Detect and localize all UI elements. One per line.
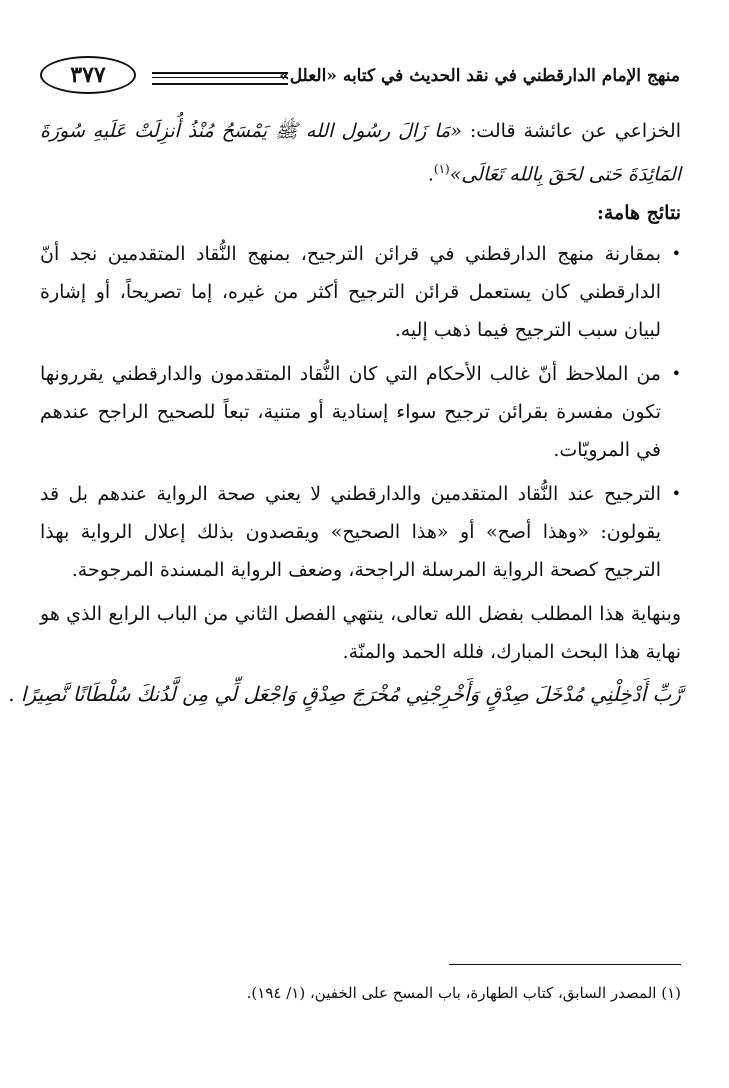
page-header <box>40 56 680 100</box>
bullet-icon: • <box>671 484 681 504</box>
list-item <box>40 355 681 469</box>
hadith-quote: «مَا زَالَ رسُول الله ﷺ يَمْسَحُ مُنْذُ أُنزِلَتْ عَلَيهِ سُورَةَ المَائِدَةَ حَتى لحَقَ بِالله تَعَالَى» <box>40 120 681 186</box>
intro-paragraph <box>40 112 681 193</box>
result-text: من الملاحظ أنّ غالب الأحكام التي كان النُّقاد المتقدمون والدارقطني يقررونها تكون مفسرة بقرائن ترجيح سواء إسنادية أو متنية، تبعاً للصحيح الراجح عندهم في المرويّات. <box>40 363 661 462</box>
footnote: (١) المصدر السابق، كتاب الطهارة، باب المسح على الخفين، (١/ ١٩٤). <box>246 984 681 1002</box>
intro-end: . <box>427 163 434 186</box>
footnote-rule <box>449 964 681 965</box>
results-list <box>40 235 681 589</box>
closing-paragraph: وبنهاية هذا المطلب بفضل الله تعالى، ينتهي الفصل الثاني من الباب الرابع الذي هو نهاية هذا البحث المبارك، فلله الحمد والمنّة. <box>40 603 681 664</box>
footnote-ref: (١) <box>433 162 450 176</box>
result-text: الترجيح عند النُّقاد المتقدمين والدارقطني لا يعني صحة الرواية عندهم بل قد يقولون: «وهذا أصح» أو «هذا الصحيح» ويقصدون بذلك إعلال الرواية بهذا الترجيح كصحة الرواية المرسلة الراجحة، وضعف الرواية المسندة المرجوحة. <box>40 483 661 582</box>
list-item <box>40 475 681 589</box>
bullet-icon: • <box>671 364 681 384</box>
results-heading: نتائج هامة: <box>596 202 681 225</box>
bullet-icon: • <box>671 244 681 264</box>
header-rule <box>152 72 288 85</box>
intro-prefix: الخزاعي عن عائشة قالت: <box>461 120 682 142</box>
running-title: منهج الإمام الدارقطني في نقد الحديث في كتابه «العلل» <box>279 66 680 86</box>
page-number: ٣٧٧ <box>40 56 136 94</box>
list-item <box>40 235 681 349</box>
page-body <box>8 112 682 713</box>
result-text: بمقارنة منهج الدارقطني في قرائن الترجيح، بمنهج النُّقاد المتقدمين نجد أنّ الدارقطني كان يستعمل قرائن الترجيح أكثر من غيره، إما تصريحاً، أو إشارة لبيان سبب الترجيح فيما ذهب إليه. <box>40 243 661 342</box>
hadith-quote-text: مَا زَالَ رسُول الله ﷺ يَمْسَحُ مُنْذُ أُنزِلَتْ عَلَيهِ سُورَةَ المَائِدَةَ حَتى لحَقَ بِالله تَعَالَى <box>40 120 681 186</box>
quran-verse: رَّبِّ أَدْخِلْنِي مُدْخَلَ صِدْقٍ وَأَخْرِجْنِي مُخْرَجَ صِدْقٍ وَاجْعَل لِّي مِن لَّدُنكَ سُلْطَانًا نَّصِيرًا . <box>8 682 681 707</box>
